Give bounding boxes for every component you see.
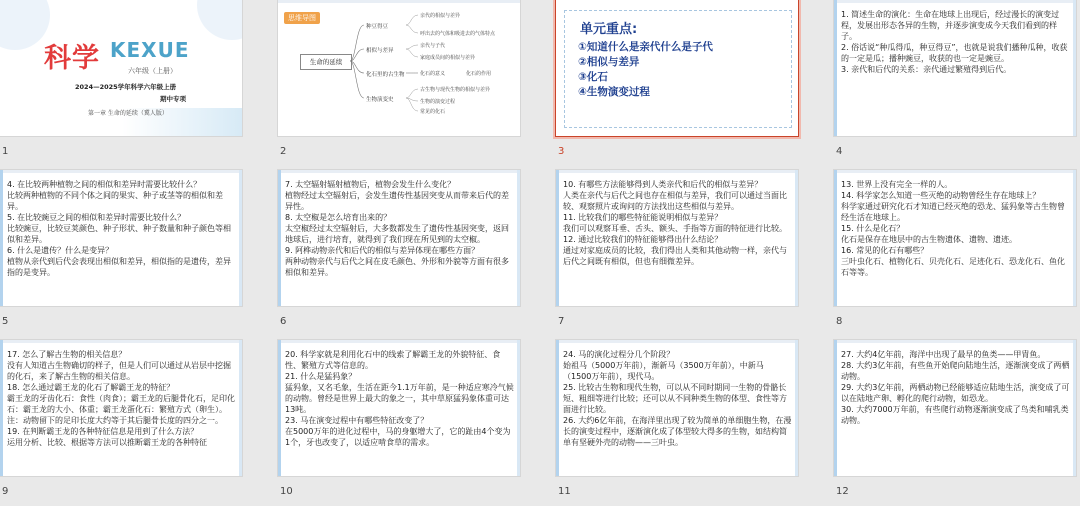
slide-text-line: 24. 马的演化过程分几个阶段？: [563, 350, 675, 359]
slide-thumbnail-5[interactable]: [0, 170, 242, 306]
slide-text-line: 比较豌豆，比较豆荚颜色、种子形状、种子数量和种子颜色等相似和差异。: [7, 224, 231, 244]
slide-text-line: 猛犸象，又名毛象，生活在距今1.1万年前，是一种适应寒冷气候的动物。曾经是世界上最大的象之一，其中草原猛犸象体重可达13吨。: [285, 383, 514, 414]
mindmap-leaf: 古生物与现代生物的相似与差异: [420, 87, 491, 93]
slide-decor-strip: [556, 170, 559, 306]
cover-title: 科学: [44, 43, 100, 74]
slide-text-body: [285, 179, 514, 302]
slide-decor-strip: [0, 170, 242, 173]
mindmap-leaf: 亲代与子代: [420, 43, 446, 49]
slide-decor-strip: [834, 0, 1076, 3]
mindmap-leaf: 常见的化石: [420, 109, 446, 115]
slide-decor-strip: [795, 340, 798, 476]
slide-decor-strip: [1073, 0, 1076, 136]
slide-number: 8: [836, 316, 843, 327]
slide-thumbnail-10[interactable]: [278, 340, 520, 476]
slide-decor-strip: [556, 340, 798, 343]
slide-decor-strip: [278, 340, 281, 476]
slide-thumbnail-cell: [278, 170, 548, 336]
slide-text-line: 4. 在比较两种植物之间的相似和差异时需要比较什么？: [7, 180, 202, 189]
cover-title-en: KEXUE: [110, 38, 190, 62]
focus-item: ①知道什么是亲代什么是子代: [578, 41, 713, 53]
slide-thumbnail-1[interactable]: [0, 0, 242, 136]
slide-text-line: 通过对家庭成员的比较，我们得出人类和其他动物一样，亲代与后代之间既有相似，但也有细微差异。: [563, 246, 787, 266]
slide-text-line: 28. 大约3亿年前，有些鱼开始爬向陆地生活，逐渐演变成了两栖动物。: [841, 361, 1070, 381]
slide-thumbnail-cell: [556, 170, 826, 336]
mindmap-leaf: 呼出去的气体和吸进去的气体特点: [420, 31, 496, 37]
slide-text-line: 25. 比较古生物和现代生物，可以从不同时期同一生物的骨骼长短、粗细等进行比较；还可以从不同种类生物的体型、食性等方面进行比较。: [563, 383, 787, 414]
slide-text-line: 26. 大约6亿年前，在海洋里出现了较为简单的单细胞生物，在漫长的演变过程中，逐渐演化成了体型较大得多的生物，如结构简单有坚硬外壳的动物——三叶虫。: [563, 416, 792, 447]
cover-decor: [0, 0, 50, 50]
slide-thumbnail-cell: [556, 340, 826, 506]
slide-thumbnail-cell: [0, 340, 270, 506]
slide-text-line: 13. 世界上没有完全一样的人。: [841, 180, 953, 189]
slide-thumbnail-11[interactable]: [556, 340, 798, 476]
slide-text-line: 29. 大约3亿年前，两栖动物已经能够适应陆地生活，演变成了可以在陆地产卵、孵化的爬行动物，如恐龙。: [841, 383, 1070, 403]
slide-thumbnail-cell: [278, 340, 548, 506]
mindmap-link: [406, 45, 418, 49]
cover-exam: 期中专项: [160, 95, 186, 103]
focus-item: ②相似与差异: [578, 56, 640, 68]
slide-decor-strip: [0, 340, 242, 343]
mindmap-link: [406, 98, 418, 101]
slide-text-line: 在5000万年的进化过程中，马的身躯增大了，它的趾由4个变为1个，牙也改变了，以适应啃食草的需求。: [285, 427, 511, 447]
slide-text-body: [841, 179, 1070, 302]
mindmap-link: [406, 49, 418, 57]
slide-decor-strip: [834, 340, 1076, 343]
slide-thumbnail-8[interactable]: [834, 170, 1076, 306]
slide-thumbnail-6[interactable]: [278, 170, 520, 306]
slide-thumbnail-4[interactable]: [834, 0, 1076, 136]
slide-text-line: 18. 怎么通过霸王龙的化石了解霸王龙的特征？: [7, 383, 175, 392]
slide-text-line: 12. 通过比较我们的特征能够得出什么结论？: [563, 235, 723, 244]
slide-text-body: [7, 179, 236, 302]
slide-text-body: [563, 179, 792, 302]
mindmap-leaf: 亲代的相似与差异: [420, 13, 461, 19]
slide-number: 10: [280, 486, 293, 497]
focus-item: ④生物演变过程: [578, 86, 650, 98]
slide-thumbnail-cell: [0, 170, 270, 336]
slide-text-line: 8. 太空椒是怎么培育出来的？: [285, 213, 392, 222]
cover-decor: [197, 0, 242, 40]
slide-decor-strip: [278, 170, 520, 173]
slide-thumbnail-3[interactable]: [556, 0, 798, 136]
slide-decor-strip: [517, 340, 520, 476]
slide-thumbnail-cell: [834, 0, 1080, 166]
slide-text-line: 30. 大约7000万年前，有些爬行动物逐渐演变成了鸟类和哺乳类动物。: [841, 405, 1069, 425]
slide-decor-strip: [556, 340, 559, 476]
slide-number: 6: [280, 316, 287, 327]
slide-decor-strip: [278, 340, 520, 343]
mindmap-branch: 化石里的古生物: [366, 72, 405, 78]
slide-number: 12: [836, 486, 849, 497]
mindmap-leaf: 生物的演变过程: [420, 99, 456, 105]
slide-number: 1: [2, 146, 9, 157]
slide-text-line: 3. 亲代和后代的关系：亲代通过繁殖得到后代。: [841, 65, 1012, 74]
cover-year: 2024—2025学年科学六年级上册: [75, 83, 177, 91]
slide-text-line: 7. 太空辐射辐射植物后，植物会发生什么变化？: [285, 180, 456, 189]
slide-decor-strip: [517, 170, 520, 306]
slide-text-line: 20. 科学家就是利用化石中的线索了解霸王龙的外貌特征、食性、繁殖方式等信息的。: [285, 350, 501, 370]
slide-text-body: [563, 349, 792, 472]
mindmap-root: 生命的延续: [300, 54, 352, 70]
slide-text-line: 植物经过太空辐射后，会发生遗传性基因突变从而带来后代的差异性。: [285, 191, 509, 211]
slide-decor-strip: [0, 170, 3, 306]
slide-number: 4: [836, 146, 843, 157]
mindmap-tag: 思维导图: [284, 12, 320, 24]
mindmap-connectors: [278, 0, 520, 136]
slide-thumbnail-12[interactable]: [834, 340, 1076, 476]
slide-number: 3: [558, 146, 565, 157]
slide-thumbnail-2[interactable]: [278, 0, 520, 136]
mindmap-branch: 相似与差异: [366, 48, 394, 54]
slide-thumbnail-cell: [834, 170, 1080, 336]
slide-text-line: 运用分析、比较、根据等方法可以推断霸王龙的各种特征: [7, 438, 207, 447]
slide-text-line: 太空椒经过太空辐射后，大多数都发生了遗传性基因突变，返回地球后，进行培育，就得到了我们现在所见到的太空椒。: [285, 224, 509, 244]
slide-thumbnail-cell: [834, 340, 1080, 506]
mindmap-link: [406, 15, 418, 25]
slide-decor-strip: [834, 0, 837, 136]
slide-number: 7: [558, 316, 565, 327]
slide-number: 5: [2, 316, 9, 327]
slide-thumbnail-7[interactable]: [556, 170, 798, 306]
slide-text-body: [285, 349, 514, 472]
slide-thumbnail-9[interactable]: [0, 340, 242, 476]
slide-text-line: 始祖马（5000万年前），渐新马（3500万年前），中新马（1500万年前），现代马。: [563, 361, 764, 381]
slide-text-line: 6. 什么是遗传？什么是变异？: [7, 246, 114, 255]
slide-text-line: 没有人知道古生物确切的样子，但是人们可以通过从岩层中挖掘的化石，来了解古生物的相关信息。: [7, 361, 231, 381]
cover-grade: 六年级（上册）: [128, 67, 177, 75]
slide-text-line: 我们可以观察耳垂、舌头、额头、手指等方面的特征进行比较。: [563, 224, 787, 233]
slide-text-line: 科学家通过研究化石才知道已经灭绝的恐龙、猛犸象等古生物曾经生活在地球上。: [841, 202, 1065, 222]
slide-decor-strip: [556, 170, 798, 173]
slide-text-line: 霸王龙的牙齿化石：食性（肉食）；霸王龙的后腿骨化石，足印化石：霸王龙的大小、体重；霸王龙蛋化石：繁殖方式（卵生）。注：动物留下的足印长度大约等于其后腿骨长度的四分之一。: [7, 394, 235, 425]
slide-decor-strip: [239, 170, 242, 306]
mindmap-link: [406, 25, 418, 33]
slide-text-line: 19. 在判断霸王龙的各种特征信息是用到了什么方法？: [7, 427, 199, 436]
slide-number: 2: [280, 146, 287, 157]
slide-text-line: 16. 常见的化石有哪些？: [841, 246, 929, 255]
mindmap-link: [350, 61, 364, 98]
slide-text-line: 植物从亲代到后代会表现出相似和差异，相似指的是遗传，差异指的是变异。: [7, 257, 231, 277]
slide-decor-strip: [834, 170, 837, 306]
slide-decor-strip: [239, 340, 242, 476]
focus-item: ③化石: [578, 71, 608, 83]
focus-title: 单元重点:: [580, 22, 638, 37]
slide-decor-strip: [278, 170, 281, 306]
mindmap-leaf: 家庭成员间的相似与差异: [420, 55, 476, 61]
slide-text-line: 1. 简述生命的演化：生命在地球上出现后，经过漫长的演变过程，发展出形态各异的生物，并逐步演变成今天我们看到的样子。: [841, 10, 1060, 41]
slide-decor-strip: [834, 170, 1076, 173]
mindmap-branch: 种豆得豆: [366, 24, 389, 30]
slide-text-body: [841, 9, 1070, 132]
mindmap-leaf: 化石的意义: [420, 71, 446, 77]
slide-number: 9: [2, 486, 9, 497]
slide-text-line: 化石是保存在地层中的古生物遗体、遗物、遗迹。: [841, 235, 1017, 244]
slide-decor-strip: [1073, 170, 1076, 306]
slide-text-line: 人类在亲代与后代之间也存在相似与差异，我们可以通过当面比较、观察照片或询问的方法找出这些相似与差异。: [563, 191, 787, 211]
mindmap-branch: 生物演变史: [366, 97, 394, 103]
slide-thumbnail-cell: [278, 0, 548, 166]
slide-thumbnail-cell: [556, 0, 826, 166]
slide-text-line: 三叶虫化石、植物化石、贝壳化石、足迹化石、恐龙化石、鱼化石等等。: [841, 257, 1065, 277]
mindmap-link: [406, 89, 418, 98]
slide-text-line: 2. 俗话说“种瓜得瓜，种豆得豆”，也就是说我们播种瓜种，收获的一定是瓜；播种豌豆，收获的也一定是豌豆。: [841, 43, 1068, 63]
mindmap-link: [350, 25, 364, 61]
slide-text-line: 11. 比较我们的哪些特征能说明相似与差异？: [563, 213, 723, 222]
slide-text-line: 比较两种植物的不同个体之间的果实、种子或茎等的相似和差异。: [7, 191, 223, 211]
slide-text-line: 17. 怎么了解古生物的相关信息？: [7, 350, 127, 359]
slide-text-line: 14. 科学家怎么知道一些灭绝的动物曾经生存在地球上？: [841, 191, 1041, 200]
slide-text-line: 21. 什么是猛犸象？: [285, 372, 357, 381]
slide-text-line: 27. 大约4亿年前，海洋中出现了最早的鱼类——甲胄鱼。: [841, 350, 1046, 359]
slide-decor-strip: [0, 340, 3, 476]
slide-decor-strip: [834, 340, 837, 476]
slide-decor-strip: [795, 170, 798, 306]
slide-number: 11: [558, 486, 571, 497]
cover-unit: 第一章 生命的延续（冀人版）: [88, 110, 168, 117]
slide-text-line: 15. 什么是化石？: [841, 224, 905, 233]
slide-text-line: 9. 阿桦动物亲代和后代的相似与差异体现在哪些方面？: [285, 246, 480, 255]
focus-list: [578, 40, 713, 100]
slide-text-line: 10. 有哪些方法能够得到人类亲代和后代的相似与差异？: [563, 180, 763, 189]
slide-text-body: [7, 349, 236, 472]
mindmap-leaf: 化石的作用: [466, 71, 492, 77]
slide-thumbnail-cell: [0, 0, 270, 166]
slide-text-line: 两种动物亲代与后代之间在皮毛颜色、外形和外貌等方面有很多相似和差异。: [285, 257, 509, 277]
slide-text-body: [841, 349, 1070, 472]
slide-decor-strip: [1073, 340, 1076, 476]
slide-text-line: 5. 在比较豌豆之间的相似和差异时需要比较什么？: [7, 213, 186, 222]
slide-text-line: 23. 马在演变过程中有哪些特征改变了？: [285, 416, 429, 425]
